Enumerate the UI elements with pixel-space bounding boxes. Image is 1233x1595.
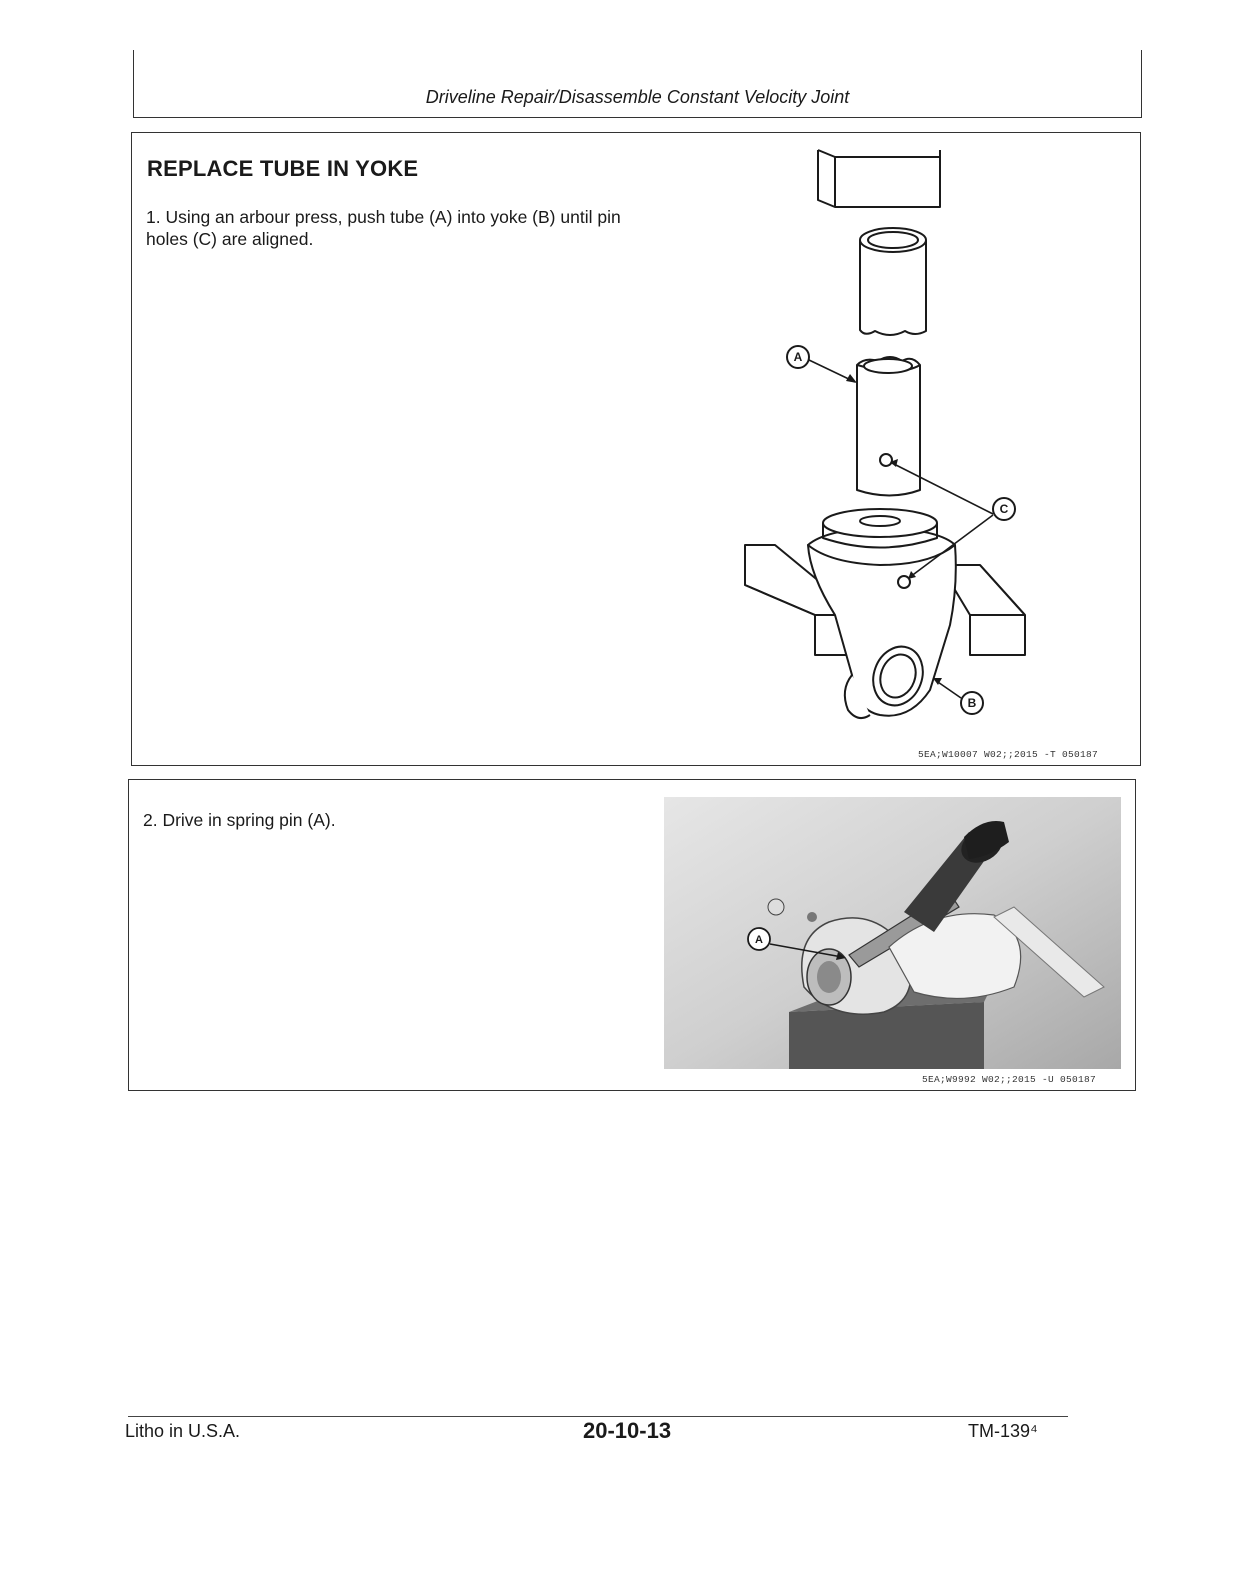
tube-yoke-press-illustration — [740, 145, 1040, 725]
section-title: REPLACE TUBE IN YOKE — [147, 156, 419, 181]
callout-a-label: A — [793, 350, 803, 364]
spring-pin-photo — [664, 797, 1121, 1069]
page-number: 20-10-13 — [583, 1418, 672, 1443]
figure-2-code: 5EA;W9992 W02;;2015 -U 050187 — [922, 1074, 1097, 1085]
photo-callout-a-label: A — [755, 934, 763, 946]
step-2-text: 2. Drive in spring pin (A). — [143, 810, 336, 830]
callout-c-label: C — [999, 502, 1009, 516]
step-1-text: 1. Using an arbour press, push tube (A) into yoke (B) until pin holes (C) are aligned. — [146, 207, 621, 249]
callout-b-label: B — [967, 696, 977, 710]
figure-1-code: 5EA;W10007 W02;;2015 -T 050187 — [918, 749, 1099, 760]
page-header-title: Driveline Repair/Disassemble Constant Velocity Joint — [425, 87, 850, 107]
footer-rule — [128, 1416, 1068, 1417]
footer-litho: Litho in U.S.A. — [125, 1421, 241, 1441]
manual-number: TM-139⁴ — [968, 1421, 1038, 1441]
